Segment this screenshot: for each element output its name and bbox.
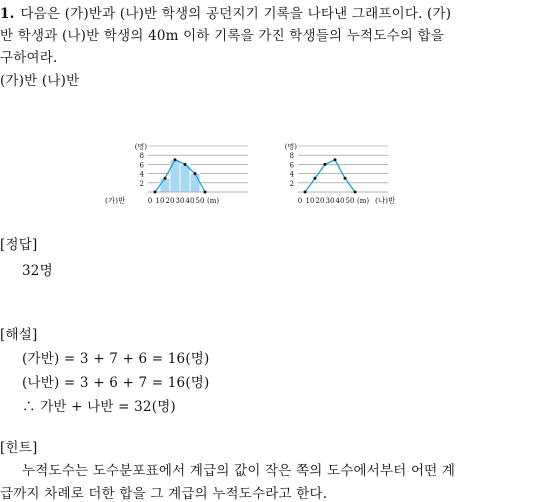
solution-heading: [해설] [0,327,38,343]
chart-label: (가)반 [105,196,126,205]
polygon-point [354,191,357,194]
x-tick-label: 0 [147,197,153,205]
y-tick-label: 2 [139,179,144,188]
histogram-bar [160,178,170,192]
y-tick-label: 8 [139,152,144,161]
y-tick-label: 8 [289,152,294,161]
polygon-point [324,163,327,166]
histogram-bar [170,160,180,192]
x-tick-label: 0 [297,197,303,205]
y-tick-label: 6 [289,161,294,170]
x-tick-label: 30 [175,197,185,205]
chart-ga [105,142,248,205]
hint-heading: [힌트] [0,440,38,456]
histogram-bar [190,174,200,192]
x-axis-label: (m) [357,197,370,205]
polygon-point [334,158,337,161]
chart-na [285,142,396,205]
hint-line-1: 누적도수는 도수분포표에서 계급의 값이 작은 쪽의 도수에서부터 어떤 계 [22,463,456,479]
polygon-point [164,177,167,180]
polygon-point [314,177,317,180]
polygon-point [194,172,197,175]
polygon-point [154,191,157,194]
question-line-2: 반 학생과 (나)반 학생의 40m 이하 기록을 가진 학생들의 누적도수의 합을 [0,28,444,44]
solution-line-2: (나반) = 3 + 6 + 7 = 16(명) [22,375,210,391]
x-tick-label: 20 [165,197,175,205]
polygon-point [174,158,177,161]
polygon-point [304,191,307,194]
solution-line-3: ∴ 가반 + 나반 = 32(명) [22,399,176,415]
x-tick-label: 10 [305,197,315,205]
hint-line-2: 급까지 차례로 더한 합을 그 계급의 누적도수라고 한다. [0,486,328,502]
question-caption: (가)반 (나)반 [0,73,80,89]
x-tick-label: 10 [155,197,165,205]
y-axis-label: (명) [284,143,297,151]
y-axis-label: (명) [134,143,147,151]
x-axis-label: (m) [207,197,220,205]
solution-line-1: (가반) = 3 + 7 + 6 = 16(명) [22,351,210,367]
y-tick-label: 2 [289,179,294,188]
histogram-bar [180,164,190,192]
y-tick-label: 6 [139,161,144,170]
x-tick-label: 50 [195,197,205,205]
x-tick-label: 40 [185,197,195,205]
x-tick-label: 40 [335,197,345,205]
answer-value: 32명 [22,263,53,279]
x-tick-label: 30 [325,197,335,205]
polygon-point [184,163,187,166]
question-line-1 [0,2,451,22]
question-number: 1. [0,6,15,22]
y-tick-label: 4 [289,170,294,179]
polygon-point [204,191,207,194]
question-line-3: 구하여라. [0,50,58,66]
chart-label: (나)반 [375,196,396,205]
x-tick-label: 50 [345,197,355,205]
histograms-figure [100,96,440,211]
polygon-point [344,177,347,180]
y-tick-label: 4 [139,170,144,179]
x-tick-label: 20 [315,197,325,205]
question-text-1: 다음은 (가)반과 (나)반 학생의 공던지기 기록을 나타낸 그래프이다. (가) [20,6,452,22]
answer-heading: [정답] [0,237,38,253]
